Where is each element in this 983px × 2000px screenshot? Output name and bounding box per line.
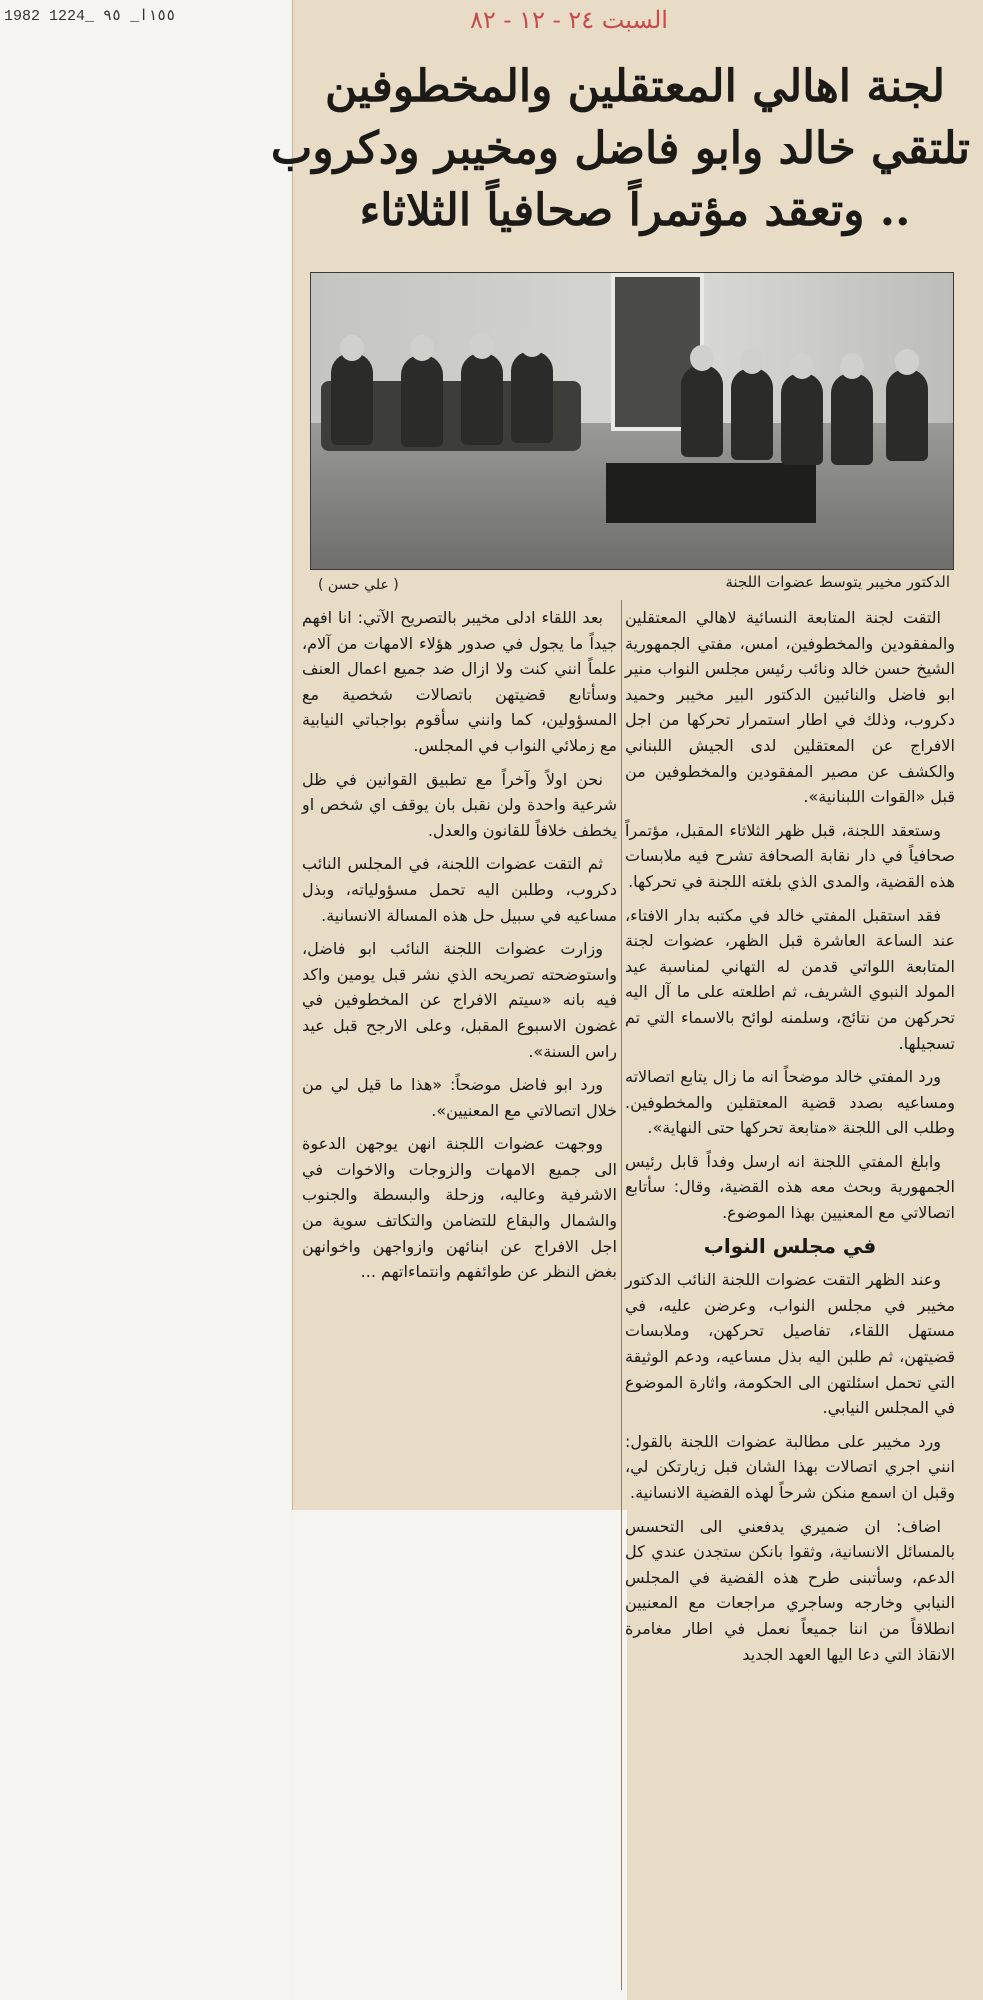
article-paragraph: وابلغ المفتي اللجنة انه ارسل وفداً قابل رئيس الجمهورية وبحث معه هذه القضية، وقال: سأتابع اتصالاتي مع المعنيين بهذا الموضوع. bbox=[625, 1151, 955, 1223]
article-paragraph: ثم التقت عضوات اللجنة، في المجلس النائب دكروب، وطلبن اليه تحمل مسؤولياته، وبذل مساعيه في سبيل حل هذه المسالة الانسانية. bbox=[302, 854, 617, 925]
photo-person bbox=[461, 353, 503, 445]
photo-person bbox=[681, 365, 723, 457]
photo-person bbox=[781, 373, 823, 465]
photo-person bbox=[511, 351, 553, 443]
archive-sheet-lower bbox=[292, 1510, 627, 2000]
headline-line-1: لجنة اهالي المعتقلين والمخطوفين bbox=[324, 61, 946, 112]
photo-head bbox=[840, 353, 864, 379]
news-photo bbox=[310, 272, 954, 570]
photo-person bbox=[331, 353, 373, 445]
photo-head bbox=[340, 335, 364, 361]
article-paragraph: بعد اللقاء ادلى مخيبر بالتصريح الآتي: انا افهم جيداً ما يجول في صدور هؤلاء الامهات من آلام، علماً انني كنت ولا ازال ضد جميع اعمال العنف وسأتابع قضيتهن باتصالات شخصية مع المسؤولين، كما وانني سأقوم بواجباتي النيابية مع زملائي النواب في المجلس. bbox=[302, 608, 617, 755]
date-stamp: السبت ٢٤ - ١٢ - ٨٢ bbox=[470, 6, 668, 34]
photo-head bbox=[790, 353, 814, 379]
article-paragraph: التقت لجنة المتابعة النسائية لاهالي المعتقلين والمفقودين والمخطوفين، امس، مفتي الجمهورية الشيخ حسن خالد ونائب رئيس مجلس النواب منير ابو فاضل والنائبين الدكتور البير مخيبر وحميد دكروب، وذلك في اطار استمرار تحركها من اجل الافراج عن المعتقلين لدى الجيش اللبناني والكشف عن مصير المفقودين والمخطوفين من قبل «القوات اللبنانية». bbox=[625, 608, 955, 807]
photo-head bbox=[470, 333, 494, 359]
photo-head bbox=[895, 349, 919, 375]
archive-sheet bbox=[0, 0, 290, 2000]
article-paragraph: وعند الظهر التقت عضوات اللجنة النائب الدكتور مخيبر في مجلس النواب، وعرضن عليه، في مستهل اللقاء، تفاصيل تحركهن، وملابسات قضيتهن، ثم طلبن اليه بذل مساعيه، ودعم الوثيقة التي تحمل اسئلتهن الى الحكومة، واثارة الموضوع في المجلس النيابي. bbox=[625, 1270, 955, 1418]
headline bbox=[270, 56, 970, 242]
photo-head bbox=[690, 345, 714, 371]
article-paragraph: نحن اولاً وآخراً مع تطبيق القوانين في ظل شرعية واحدة ولن نقبل بان يوقف اي شخص او يخطف خلافاً للقانون والعدل. bbox=[302, 769, 617, 840]
column-divider bbox=[621, 600, 622, 1990]
photo-head bbox=[520, 331, 544, 357]
article-paragraph: ورد المفتي خالد موضحاً انه ما زال يتابع اتصالاته ومساعيه بصدد قضية المعتقلين والمخطوفين. وطلب الى اللجنة «متابعة تحركها حتى النهاية». bbox=[625, 1067, 955, 1138]
photo-caption: الدكتور مخيبر يتوسط عضوات اللجنة bbox=[725, 573, 950, 591]
article-paragraph: وزارت عضوات اللجنة النائب ابو فاضل، واستوضحته تصريحه الذي نشر قبل يومين واكد فيه بانه «سيتم الافراج عن المخطوفين في غضون الاسبوع المقبل، وعلى الارجح قبل عيد راس السنة». bbox=[302, 939, 617, 1061]
photo-head bbox=[410, 335, 434, 361]
photo-coffee-table bbox=[606, 463, 816, 523]
article-column-right bbox=[625, 605, 955, 1675]
photo-person bbox=[731, 368, 773, 460]
photo-head bbox=[740, 348, 764, 374]
article-paragraph: ورد ابو فاضل موضحاً: «هذا ما قيل لي من خلال اتصالاتي مع المعنيين». bbox=[302, 1075, 617, 1120]
article-subheading: في مجلس النواب bbox=[703, 1233, 877, 1258]
article-column-left bbox=[302, 605, 617, 1293]
article-paragraph: وستعقد اللجنة، قبل ظهر الثلاثاء المقبل، مؤتمراً صحافياً في دار نقابة الصحافة تشرح فيه ملابسات هذه القضية، والمدى الذي بلغته اللجنة في تحركها. bbox=[625, 820, 955, 891]
photo-person bbox=[401, 355, 443, 447]
headline-line-3: .. وتعقد مؤتمراً صحافياً الثلاثاء bbox=[359, 185, 911, 236]
article-paragraph: ووجهت عضوات اللجنة انهن يوجهن الدعوة الى جميع الامهات والزوجات والاخوات في الاشرفية وعاليه، وزحلة والبسطة والجنوب والشمال والبقاع للتضامن والتكاتف سوية من اجل الافراج عن ابنائهن وازواجهن واخوانهن بغض النظر عن طوائفهم وانتماءاتهم ... bbox=[302, 1134, 617, 1282]
photo-credit: ( علي حسن ) bbox=[318, 577, 399, 593]
photo-person bbox=[886, 369, 928, 461]
article-paragraph: اضاف: ان ضميري يدفعني الى التحسس بالمسائل الانسانية، وثقوا بانكن ستجدن عندي كل الدعم، وسأتبنى طرح هذه القضية في المجلس النيابي وخارجه وساجري مراجعات مع المعنيين انطلاقاً من اننا جميعاً نعمل في اطار مغامرة الانقاذ التي دعا اليها العهد الجديد bbox=[625, 1516, 955, 1664]
article-paragraph: ورد مخيبر على مطالبة عضوات اللجنة بالقول: انني اجري اتصالات بهذا الشان قبل زيارتكن لي، وقبل ان اسمع منكن شرحاً لهذه القضية الانسانية. bbox=[625, 1431, 955, 1502]
photo-person bbox=[831, 373, 873, 465]
headline-line-2: تلتقي خالد وابو فاضل ومخيبر ودكروب bbox=[270, 123, 970, 174]
article-paragraph: فقد استقبل المفتي خالد في مكتبه بدار الافتاء، عند الساعة العاشرة قبل الظهر، عضوات لجنة المتابعة اللواتي قدمن له التهاني لمناسبة عيد المولد النبوي الشريف، ثم اطلعته على ما آل اليه تحركهن من نتائج، وسلمنه لوائح بالاسماء التي تم تسجيلها. bbox=[625, 905, 955, 1053]
archive-code: 1982 1224_ ١٥٥ا_ ٩٥ bbox=[4, 8, 176, 25]
